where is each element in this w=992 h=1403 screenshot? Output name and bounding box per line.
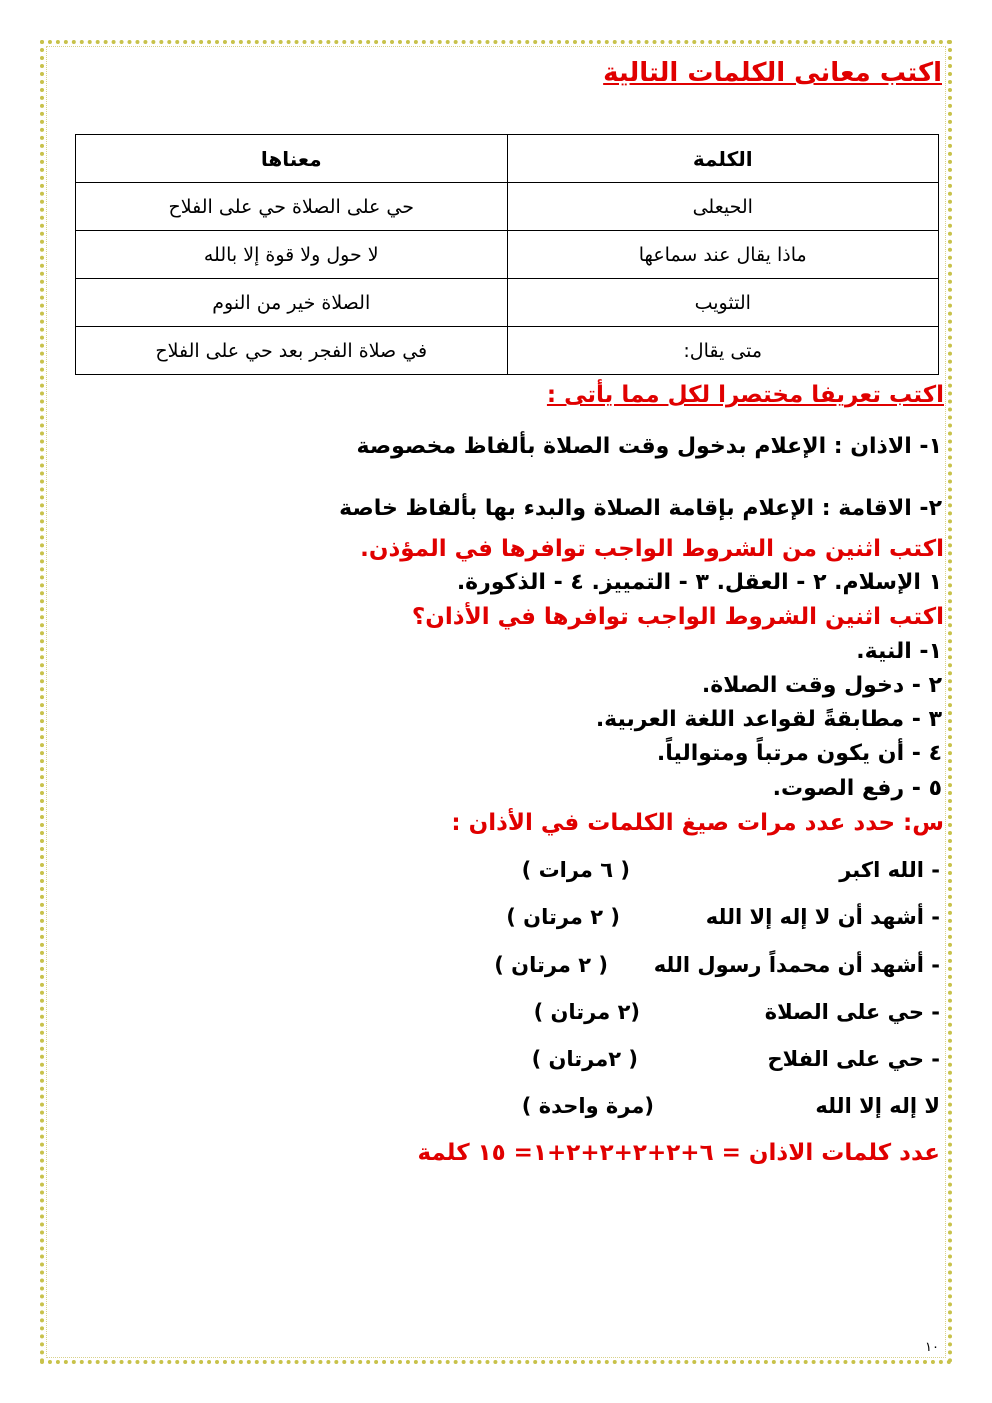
table-row xyxy=(76,279,939,327)
list-item: ٥ - رفع الصوت. xyxy=(772,776,942,801)
muezzin-conditions-heading: اكتب اثنين من الشروط الواجب توافرها في المؤذن. xyxy=(360,536,944,562)
table-cell-meaning: حي على الصلاة حي على الفلاح xyxy=(76,183,508,231)
table-row xyxy=(76,231,939,279)
muezzin-conditions-answer: ١ الإسلام. ٢ - العقل. ٣ - التمييز. ٤ - الذكورة. xyxy=(456,570,942,595)
table-row xyxy=(76,327,939,375)
table-cell-word: التثويب xyxy=(507,279,939,327)
table-cell-meaning: الصلاة خير من النوم xyxy=(76,279,508,327)
table-header-meaning: معناها xyxy=(76,135,508,183)
adhan-conditions-heading: اكتب اثنين الشروط الواجب توافرها في الأذان؟ xyxy=(411,604,944,630)
phrase-count: ( ٢مرتان ) xyxy=(531,1047,638,1071)
phrase-count: (مرة واحدة ) xyxy=(521,1094,654,1118)
phrase-count: ( ٦ مرات ) xyxy=(521,858,630,882)
table-cell-word: متى يقال: xyxy=(507,327,939,375)
phrase: - أشهد أن محمداً رسول الله xyxy=(653,953,940,977)
phrase-count: ( ٢ مرتان ) xyxy=(494,953,608,977)
table-cell-word: الحيعلى xyxy=(507,183,939,231)
table-cell-word: ماذا يقال عند سماعها xyxy=(507,231,939,279)
definitions-heading: اكتب تعريفا مختصرا لكل مما يأتى : xyxy=(546,382,944,408)
phrase-count: (٢ مرتان ) xyxy=(533,1000,640,1024)
list-item: ٤ - أن يكون مرتباً ومتوالياً. xyxy=(656,741,942,766)
phrase: - حي على الصلاة xyxy=(764,1000,940,1024)
table-row xyxy=(76,183,939,231)
list-item: ٢ - دخول وقت الصلاة. xyxy=(701,673,942,698)
table-header-word: الكلمة xyxy=(507,135,939,183)
phrase-count: ( ٢ مرتان ) xyxy=(506,905,620,929)
table-header-row xyxy=(76,135,939,183)
table-cell-meaning: لا حول ولا قوة إلا بالله xyxy=(76,231,508,279)
definition-adhan: ١- الاذان : الإعلام بدخول وقت الصلاة بألفاظ مخصوصة xyxy=(356,434,942,459)
total-words: عدد كلمات الاذان = ٦+٢+٢+٢+٢+١= ١٥ كلمة xyxy=(417,1140,940,1166)
phrase: - حي على الفلاح xyxy=(767,1047,940,1071)
page-number: ١٠ xyxy=(925,1340,939,1355)
counts-heading: س: حدد عدد مرات صيغ الكلمات في الأذان : xyxy=(451,810,944,836)
list-item: ٣ - مطابقةً لقواعد اللغة العربية. xyxy=(595,707,942,732)
words-table xyxy=(75,134,939,375)
table-cell-meaning: في صلاة الفجر بعد حي على الفلاح xyxy=(76,327,508,375)
definition-iqama: ٢- الاقامة : الإعلام بإقامة الصلاة والبدء بها بألفاظ خاصة xyxy=(339,496,942,521)
list-item: ١- النية. xyxy=(856,639,942,664)
phrase: - أشهد أن لا إله إلا الله xyxy=(705,905,940,929)
phrase: لا إله إلا الله xyxy=(815,1094,940,1118)
phrase: - الله اكبر xyxy=(839,858,940,882)
page-title: اكتب معانى الكلمات التالية xyxy=(603,58,942,88)
